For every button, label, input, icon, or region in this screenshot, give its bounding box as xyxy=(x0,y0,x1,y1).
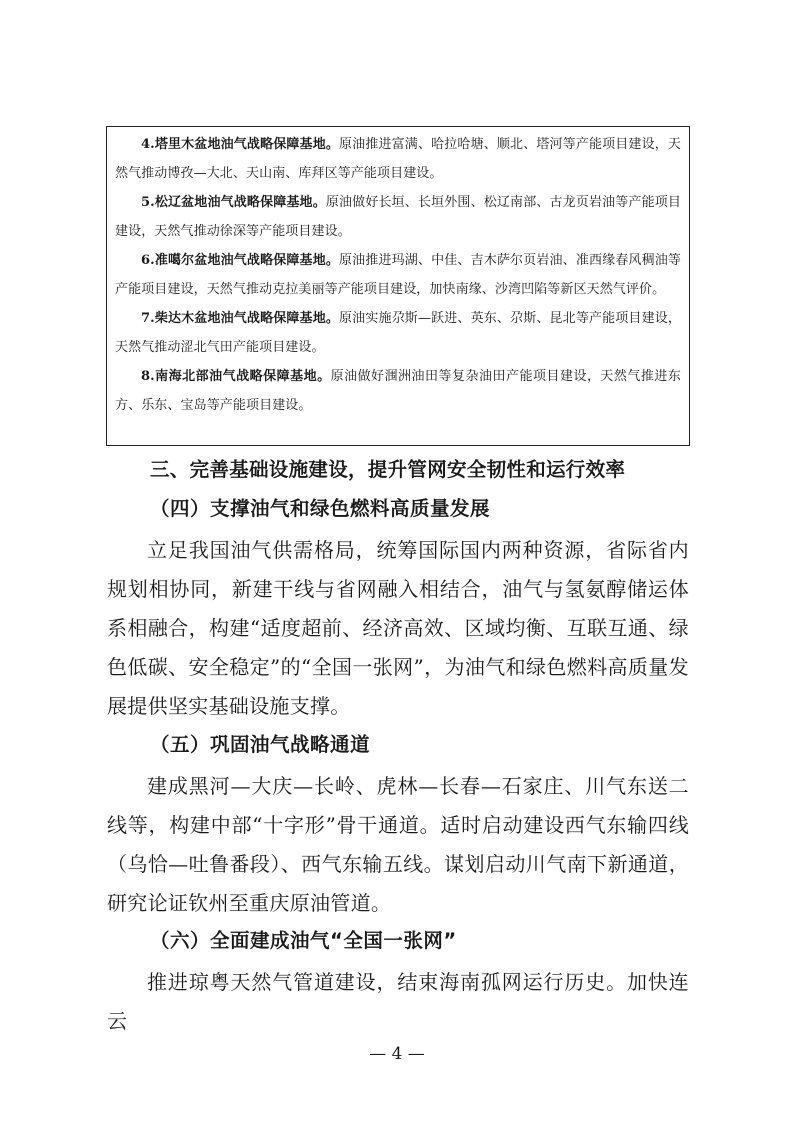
highlight-box xyxy=(106,126,690,446)
box-item-text: 原油实施尕斯—跃进、英东、尕斯、昆北等产能项目建设，天然气推动涩北气田产能项目建设。 xyxy=(115,311,682,355)
paragraph-6: 推进琼粤天然气管道建设，结束海南孤网运行历史。加快连云 xyxy=(107,970,689,1033)
box-item-5 xyxy=(115,188,681,246)
subsection-heading-4: （四）支撑油气和绿色燃料高质量发展 xyxy=(150,497,491,520)
box-item-text: 原油做好长垣、长垣外围、松辽南部、古龙页岩油等产能项目建设，天然气推动徐深等产能项目建设。 xyxy=(115,195,682,239)
page-number: — 4 — xyxy=(369,1044,425,1064)
section-heading: 三、完善基础设施建设，提升管网安全韧性和运行效率 xyxy=(150,458,626,481)
box-item-4 xyxy=(115,130,681,188)
box-item-7 xyxy=(115,304,681,362)
box-item-text: 原油做好涠洲油田等复杂油田产能项目建设，天然气推进东方、乐东、宝岛等产能项目建设。 xyxy=(115,369,681,413)
box-item-lead: 4.塔里木盆地油气战略保障基地。 xyxy=(141,137,340,152)
box-item-text: 原油推进富满、哈拉哈塘、顺北、塔河等产能项目建设，天然气推动博孜—大北、天山南、库拜区等产能项目建设。 xyxy=(115,137,682,181)
box-item-6 xyxy=(115,246,681,304)
box-item-text: 原油推进玛湖、中佳、吉木萨尔页岩油、准西缘春风稠油等产能项目建设，天然气推动克拉美丽等产能项目建设，加快南缘、沙湾凹陷等新区天然气评价。 xyxy=(115,253,682,297)
paragraph-4: 立足我国油气供需格局，统筹国际国内两种资源，省际省内规划相协同，新建干线与省网融入相结合，油气与氢氨醇储运体系相融合，构建“适度超前、经济高效、区域均衡、互联互通、绿色低碳、安全稳定”的“全国一张网”，为油气和绿色燃料高质量发展提供坚实基础设施支撑。 xyxy=(107,538,689,718)
subsection-heading-6: （六）全面建成油气“全国一张网” xyxy=(150,929,457,952)
box-item-lead: 6.准噶尔盆地油气战略保障基地。 xyxy=(141,253,340,268)
box-item-lead: 8.南海北部油气战略保障基地。 xyxy=(141,369,331,384)
box-item-lead: 5.松辽盆地油气战略保障基地。 xyxy=(141,195,326,210)
box-item-lead: 7.柴达木盆地油气战略保障基地。 xyxy=(141,311,340,326)
paragraph-5: 建成黑河—大庆—长岭、虎林—长春—石家庄、川气东送二线等，构建中部“十字形”骨干通道。适时启动建设西气东输四线（乌恰—吐鲁番段）、西气东输五线。谋划启动川气南下新通道，研究论证钦州至重庆原油管道。 xyxy=(107,774,689,915)
box-item-8 xyxy=(115,362,681,420)
subsection-heading-5: （五）巩固油气战略通道 xyxy=(150,733,371,756)
